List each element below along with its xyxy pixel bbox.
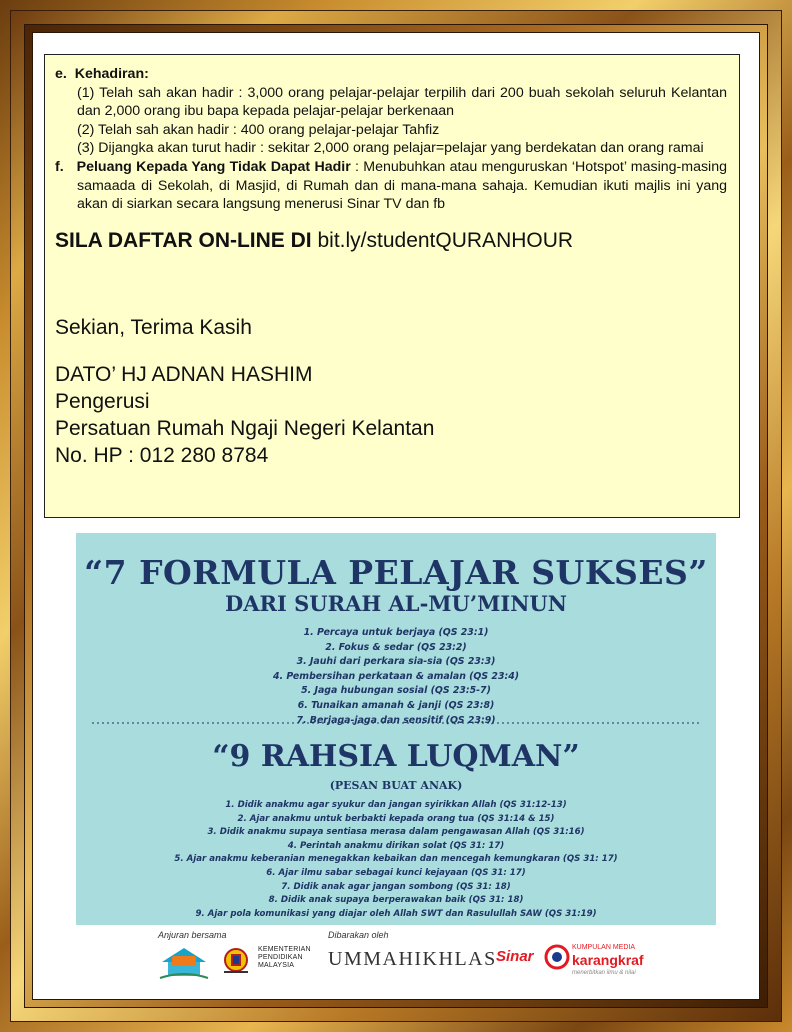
- item-f: [55, 158, 727, 214]
- rahsia-item: 9. Ajar pola komunikasi yang diajar oleh Allah SWT dan Rasulullah SAW (QS 31:19): [195, 908, 597, 919]
- formula-item: 4. Pembersihan perkataan & amalan (QS 23:4): [272, 670, 520, 682]
- letter-panel: [44, 54, 740, 518]
- rahsia-item: 4. Perintah anakmu dirikan solat (QS 31: 17): [287, 840, 505, 851]
- item-f-title: Peluang Kepada Yang Tidak Dapat Hadir: [76, 158, 351, 175]
- rahsia-item: 5. Ajar anakmu keberanian menegakkan kebaikan dan mencegah kemungkaran (QS 31: 17): [174, 854, 618, 865]
- rahsia-item: 3. Didik anakmu supaya sentiasa merasa dalam pengawasan Allah (QS 31:16): [207, 827, 585, 838]
- formula-item: 2. Fokus & sedar (QS 23:2): [325, 641, 467, 653]
- karangkraf-emblem-icon: [544, 944, 570, 970]
- section-divider: [92, 722, 700, 724]
- organiser-label: Anjuran bersama: [158, 930, 227, 940]
- formula-item: 1. Percaya untuk berjaya (QS 23:1): [303, 627, 489, 638]
- item-f-body: : Menubuhkan atau menguruskan ‘Hotspot’ masing-masing samaada di Sekolah, di Masjid, di Rumah dan di mana-mana sahaja. Kemudian ikuti majlis ini yang akan di siarkan secara langsung menerusi Sinar TV dan fb: [77, 158, 727, 213]
- item-e1: (1) Telah sah akan hadir : 3,000 orang pelajar-pelajar terpilih dari 200 buah sekolah seluruh Kelantan dan 2,000 orang ibu bapa kepada pelajar-pelajar berkenaan: [77, 84, 727, 120]
- poster-title-luqman: “9 RAHSIA LUQMAN”: [212, 739, 580, 774]
- item-e-title: Kehadiran:: [74, 66, 149, 82]
- rahsia-item: 2. Ajar anakmu untuk berbakti kepada orang tua (QS 31:14 & 15): [237, 813, 555, 824]
- formula-list: [76, 626, 716, 728]
- signatory-organisation: Persatuan Rumah Ngaji Negeri Kelantan: [55, 416, 435, 440]
- registration-line: [55, 228, 727, 254]
- ummahikhlas-logo: UMMAHIKHLAS: [328, 948, 497, 970]
- poster-subtitle-surah: DARI SURAH AL-MU’MINUN: [225, 591, 567, 616]
- poster-title-formula: “7 FORMULA PELAJAR SUKSES”: [84, 553, 708, 592]
- closing-text: Sekian, Terima Kasih: [55, 315, 252, 339]
- item-e-heading: [55, 65, 727, 84]
- signatory-name: DATO’ HJ ADNAN HASHIM: [55, 362, 313, 386]
- infographic-poster: [76, 533, 716, 925]
- rumah-ngaji-logo: [156, 944, 212, 980]
- registration-label: SILA DAFTAR ON-LINE DI: [55, 228, 312, 252]
- karangkraf-group-label: KUMPULAN MEDIA: [572, 944, 636, 951]
- formula-item: 7. Berjaga-jaga dan sensitif (QS 23:9): [296, 714, 496, 726]
- formula-item: 3. Jauhi dari perkara sia-sia (QS 23:3): [296, 656, 496, 668]
- sinar-logo: Sinar: [496, 948, 534, 965]
- item-f-label: f.: [55, 158, 64, 175]
- rahsia-list: [76, 799, 716, 921]
- karangkraf-wordmark: karangkraf: [572, 952, 644, 968]
- sponsor-footer: [76, 926, 716, 990]
- rahsia-item: 7. Didik anak agar jangan sombong (QS 31: 18): [281, 881, 511, 892]
- karangkraf-tagline: menerbitkan ilmu & nilai: [572, 970, 636, 976]
- kpm-logo-text: KEMENTERIAN PENDIDIKAN MALAYSIA: [258, 946, 311, 969]
- poster-subtitle-pesan: (PESAN BUAT ANAK): [329, 779, 463, 792]
- rahsia-item: 8. Didik anak supaya berperawakan baik (QS 31: 18): [268, 895, 524, 906]
- formula-item: 6. Tunaikan amanah & janji (QS 23:8): [297, 699, 495, 711]
- rahsia-item: 6. Ajar ilmu sabar sebagai kunci kejayaan (QS 31: 17): [266, 867, 526, 878]
- formula-item: 5. Jaga hubungan sosial (QS 23:5-7): [301, 685, 491, 697]
- rahsia-item: 1. Didik anakmu agar syukur dan jangan syirikkan Allah (QS 31:12-13): [225, 800, 567, 810]
- item-e3: (3) Dijangka akan turut hadir : sekitar 2,000 orang pelajar=pelajar yang berdekatan dan orang ramai: [77, 140, 704, 157]
- signatory-role: Pengerusi: [55, 389, 150, 413]
- registration-link[interactable]: bit.ly/studentQURANHOUR: [311, 228, 574, 252]
- sponsor-label: Dibarakan oleh: [328, 930, 389, 940]
- item-e2: (2) Telah sah akan hadir : 400 orang pelajar-pelajar Tahfiz: [77, 121, 440, 138]
- item-e-label: e.: [55, 66, 67, 82]
- signatory-phone: No. HP : 012 280 8784: [55, 443, 269, 467]
